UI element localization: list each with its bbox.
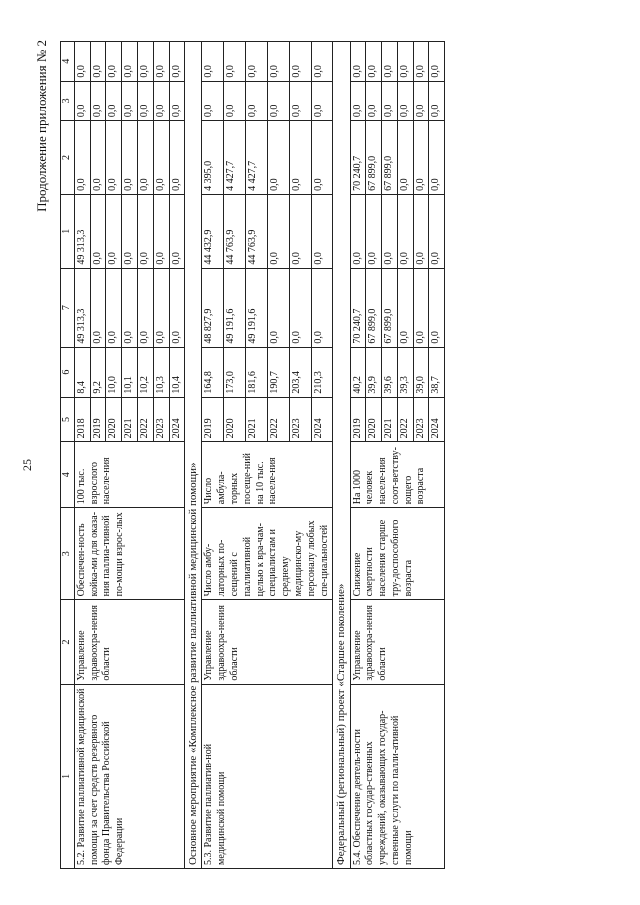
value-cell: 0,0: [106, 81, 122, 121]
value-cell: 44 763,9: [246, 194, 268, 268]
value-cell: 0,0: [267, 42, 289, 82]
table-row: [74, 42, 90, 869]
value-cell: 173,0: [224, 347, 246, 397]
unit-of-measure: 100 тыс. взрослого населе-ния: [74, 442, 185, 508]
section-title: Основное мероприятие «Комплексное развитие паллиативной медицинской помощи»: [185, 42, 202, 869]
value-cell: 4 395,0: [202, 121, 224, 195]
responsible-executor: Управление здравоохра-нения области: [74, 600, 185, 684]
responsible-executor: Управление здравоохра-нения области: [202, 600, 333, 684]
value-cell: 0,0: [413, 81, 429, 121]
value-cell: 0,0: [137, 42, 153, 82]
value-cell: 0,0: [153, 268, 169, 347]
value-cell: 0,0: [366, 81, 382, 121]
year-cell: 2019: [202, 397, 224, 442]
unit-of-measure: Число амбула-торных посеще-ний на 10 тыс. населе-ния: [202, 442, 333, 508]
value-cell: 0,0: [366, 42, 382, 82]
value-cell: 0,0: [169, 268, 185, 347]
value-cell: 0,0: [90, 42, 106, 82]
year-cell: 2024: [429, 397, 445, 442]
value-cell: 0,0: [429, 194, 445, 268]
header-cell: 7: [61, 268, 75, 347]
year-cell: 2022: [137, 397, 153, 442]
year-cell: 2020: [224, 397, 246, 442]
header-cell: 2: [61, 600, 75, 684]
value-cell: 44 432,9: [202, 194, 224, 268]
value-cell: 0,0: [350, 81, 366, 121]
value-cell: 0,0: [382, 42, 398, 82]
value-cell: 0,0: [382, 81, 398, 121]
value-cell: 0,0: [169, 42, 185, 82]
value-cell: 67 899,0: [382, 121, 398, 195]
value-cell: 0,0: [311, 121, 333, 195]
value-cell: 0,0: [382, 194, 398, 268]
value-cell: 190,7: [267, 347, 289, 397]
value-cell: 49 191,6: [246, 268, 268, 347]
year-cell: 2020: [366, 397, 382, 442]
value-cell: 4 427,7: [224, 121, 246, 195]
value-cell: 39,0: [413, 347, 429, 397]
value-cell: 10,2: [137, 347, 153, 397]
value-cell: 0,0: [90, 194, 106, 268]
value-cell: 67 899,0: [366, 268, 382, 347]
table-row: [350, 42, 366, 869]
value-cell: 0,0: [397, 121, 413, 195]
value-cell: 0,0: [429, 42, 445, 82]
measure-description: 5.2. Развитие паллиативной медицинской помощи за счет средств резервного фонда Правительства Российской Федерации: [74, 684, 185, 868]
year-cell: 2022: [267, 397, 289, 442]
header-cell: 4: [61, 442, 75, 508]
value-cell: 38,7: [429, 347, 445, 397]
value-cell: 0,0: [350, 194, 366, 268]
measures-table: [60, 41, 445, 869]
value-cell: 0,0: [224, 42, 246, 82]
value-cell: 0,0: [413, 42, 429, 82]
continuation-note: Продолжение приложения № 2: [34, 40, 49, 212]
value-cell: 8,4: [74, 347, 90, 397]
value-cell: 0,0: [90, 121, 106, 195]
header-cell: 3: [61, 508, 75, 600]
value-cell: 0,0: [267, 194, 289, 268]
value-cell: 0,0: [311, 81, 333, 121]
section-title: Федеральный (региональный) проект «Старшее поколение»: [333, 42, 350, 869]
year-cell: 2024: [311, 397, 333, 442]
value-cell: 0,0: [289, 121, 311, 195]
value-cell: 164,8: [202, 347, 224, 397]
value-cell: 49 313,3: [74, 194, 90, 268]
header-cell: 4: [61, 42, 75, 82]
year-cell: 2023: [413, 397, 429, 442]
value-cell: 0,0: [137, 268, 153, 347]
value-cell: 0,0: [202, 81, 224, 121]
value-cell: 0,0: [311, 42, 333, 82]
value-cell: 0,0: [106, 194, 122, 268]
value-cell: 10,0: [106, 347, 122, 397]
indicator-name: Снижение смертности населения старше тру-доспособного возраста: [350, 508, 445, 600]
value-cell: 70 240,7: [350, 268, 366, 347]
value-cell: 203,4: [289, 347, 311, 397]
value-cell: 0,0: [311, 194, 333, 268]
value-cell: 0,0: [397, 268, 413, 347]
value-cell: 0,0: [429, 121, 445, 195]
value-cell: 0,0: [289, 268, 311, 347]
value-cell: 0,0: [122, 81, 138, 121]
value-cell: 70 240,7: [350, 121, 366, 195]
value-cell: 210,3: [311, 347, 333, 397]
value-cell: 67 899,0: [382, 268, 398, 347]
value-cell: 67 899,0: [366, 121, 382, 195]
value-cell: 181,6: [246, 347, 268, 397]
value-cell: 0,0: [413, 121, 429, 195]
value-cell: 0,0: [122, 42, 138, 82]
value-cell: 10,3: [153, 347, 169, 397]
indicator-name: Обеспечен-ность койка-ми для оказа-ния паллиа-тивной по-мощи взрос-лых: [74, 508, 185, 600]
value-cell: 0,0: [122, 194, 138, 268]
table-body: [74, 42, 444, 869]
value-cell: 0,0: [153, 194, 169, 268]
value-cell: 0,0: [413, 268, 429, 347]
year-cell: 2022: [397, 397, 413, 442]
indicator-name: Число амбу-латорных по-сещений с паллиативной целью к вра-чам-специалистам и среднему медицинско-му персоналу любых спе-циальностей: [202, 508, 333, 600]
value-cell: 0,0: [289, 42, 311, 82]
table-row: [202, 42, 224, 869]
value-cell: 10,4: [169, 347, 185, 397]
value-cell: 0,0: [106, 121, 122, 195]
value-cell: 10,1: [122, 347, 138, 397]
value-cell: 4 427,7: [246, 121, 268, 195]
value-cell: 0,0: [106, 42, 122, 82]
value-cell: 0,0: [137, 121, 153, 195]
header-row: [61, 42, 75, 869]
value-cell: 0,0: [169, 81, 185, 121]
value-cell: 0,0: [224, 81, 246, 121]
value-cell: 39,9: [366, 347, 382, 397]
page-number: 25: [20, 459, 34, 471]
section-row: [333, 42, 350, 869]
value-cell: 0,0: [74, 42, 90, 82]
year-cell: 2023: [153, 397, 169, 442]
value-cell: 0,0: [350, 42, 366, 82]
year-cell: 2019: [350, 397, 366, 442]
value-cell: 0,0: [122, 268, 138, 347]
value-cell: 0,0: [311, 268, 333, 347]
value-cell: 0,0: [267, 81, 289, 121]
year-cell: 2021: [382, 397, 398, 442]
value-cell: 0,0: [137, 194, 153, 268]
header-cell: 6: [61, 347, 75, 397]
value-cell: 0,0: [246, 81, 268, 121]
value-cell: 0,0: [202, 42, 224, 82]
value-cell: 9,2: [90, 347, 106, 397]
value-cell: 0,0: [267, 268, 289, 347]
value-cell: 0,0: [413, 194, 429, 268]
value-cell: 0,0: [397, 42, 413, 82]
year-cell: 2024: [169, 397, 185, 442]
value-cell: 0,0: [246, 42, 268, 82]
header-cell: 2: [61, 121, 75, 195]
unit-of-measure: На 1000 человек населе-ния соот-ветству-ющего возраста: [350, 442, 445, 508]
value-cell: 0,0: [153, 81, 169, 121]
value-cell: 0,0: [366, 194, 382, 268]
header-cell: 1: [61, 194, 75, 268]
value-cell: 0,0: [153, 121, 169, 195]
value-cell: 0,0: [106, 268, 122, 347]
year-cell: 2021: [122, 397, 138, 442]
year-cell: 2019: [90, 397, 106, 442]
year-cell: 2021: [246, 397, 268, 442]
value-cell: 0,0: [153, 42, 169, 82]
value-cell: 48 827,9: [202, 268, 224, 347]
value-cell: 0,0: [137, 81, 153, 121]
value-cell: 0,0: [74, 121, 90, 195]
year-cell: 2020: [106, 397, 122, 442]
value-cell: 0,0: [90, 268, 106, 347]
value-cell: 0,0: [169, 194, 185, 268]
value-cell: 0,0: [429, 268, 445, 347]
header-cell: 3: [61, 81, 75, 121]
section-row: [185, 42, 202, 869]
year-cell: 2023: [289, 397, 311, 442]
measure-description: 5.3. Развитие паллиатив-ной медицинской помощи: [202, 684, 333, 868]
value-cell: 39,6: [382, 347, 398, 397]
value-cell: 49 313,3: [74, 268, 90, 347]
value-cell: 0,0: [397, 194, 413, 268]
header-cell: 5: [61, 397, 75, 442]
value-cell: 0,0: [74, 81, 90, 121]
responsible-executor: Управление здравоохра-нения области: [350, 600, 445, 684]
year-cell: 2018: [74, 397, 90, 442]
value-cell: 49 191,6: [224, 268, 246, 347]
value-cell: 0,0: [289, 194, 311, 268]
value-cell: 0,0: [90, 81, 106, 121]
measure-description: 5.4. Обеспечение деятель-ности областных государ-ственных учреждений, оказывающих государ-ственные услуги по палли-ативной помощи: [350, 684, 445, 868]
value-cell: 44 763,9: [224, 194, 246, 268]
value-cell: 0,0: [289, 81, 311, 121]
value-cell: 0,0: [267, 121, 289, 195]
value-cell: 0,0: [169, 121, 185, 195]
value-cell: 39,3: [397, 347, 413, 397]
value-cell: 0,0: [397, 81, 413, 121]
value-cell: 40,2: [350, 347, 366, 397]
value-cell: 0,0: [122, 121, 138, 195]
header-cell: 1: [61, 684, 75, 868]
value-cell: 0,0: [429, 81, 445, 121]
